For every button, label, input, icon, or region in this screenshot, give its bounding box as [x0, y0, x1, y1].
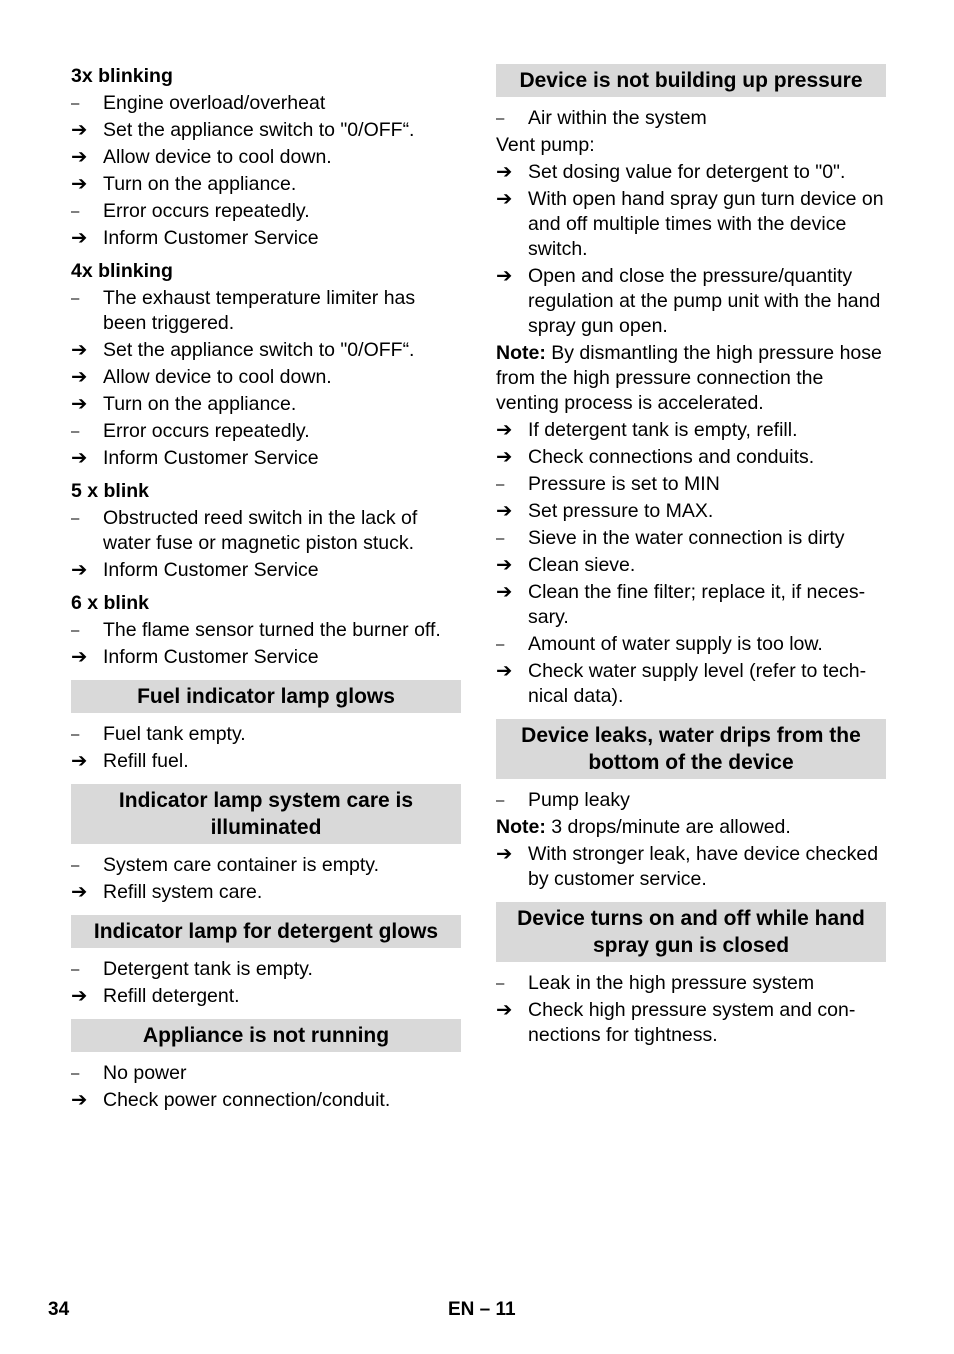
section-heading-indicator-lamp-system-care-is-illuminate: Indicator lamp system care is illuminated [71, 784, 461, 844]
dash-icon: – [71, 1065, 80, 1082]
cause-item [71, 419, 461, 444]
cause-item [71, 1061, 461, 1086]
cause-item [71, 286, 461, 336]
item-text: No power [103, 1062, 187, 1084]
cause-item [496, 526, 886, 551]
arrow-icon: ➔ [496, 554, 513, 576]
cause-item [496, 971, 886, 996]
arrow-icon: ➔ [71, 1089, 88, 1111]
cause-item [71, 199, 461, 224]
dash-icon: – [71, 203, 80, 220]
arrow-icon: ➔ [71, 146, 88, 168]
section-heading-device-turns-on-and-off-while-hand-spray: Device turns on and off while hand spray gun is closed [496, 902, 886, 962]
dash-icon: – [71, 857, 80, 874]
item-text: Error occurs repeatedly. [103, 420, 310, 442]
note-paragraph [496, 341, 886, 416]
item-text: Inform Customer Service [103, 559, 319, 581]
action-item [496, 418, 886, 443]
section-heading-device-leaks-water-drips-from-the-bottom: Device leaks, water drips from the bottom of the device [496, 719, 886, 779]
dash-icon: – [496, 476, 505, 493]
cause-item [496, 632, 886, 657]
action-item [71, 338, 461, 363]
dash-icon: – [71, 95, 80, 112]
cause-item [71, 722, 461, 747]
action-item [71, 558, 461, 583]
action-item [496, 580, 886, 630]
arrow-icon: ➔ [71, 227, 88, 249]
item-text: Air within the system [528, 107, 707, 129]
item-text: Allow device to cool down. [103, 366, 332, 388]
action-item [71, 749, 461, 774]
dash-icon: – [496, 110, 505, 127]
subheading-6-x-blink: 6 x blink [71, 592, 150, 614]
item-text: Pressure is set to MIN [528, 473, 720, 495]
arrow-icon: ➔ [496, 843, 513, 865]
arrow-icon: ➔ [71, 559, 88, 581]
cause-item [71, 853, 461, 878]
action-item [496, 659, 886, 709]
item-text: Check power connection/conduit. [103, 1089, 391, 1111]
item-text: The exhaust temperature limiter has been triggered. [103, 287, 416, 334]
subheading-5-x-blink: 5 x blink [71, 480, 150, 502]
item-text: Set dosing value for detergent to "0". [528, 161, 846, 183]
item-text: With open hand spray gun turn device on and off multiple times with the device switch. [528, 188, 884, 260]
arrow-icon: ➔ [496, 500, 513, 522]
action-item [496, 499, 886, 524]
arrow-icon: ➔ [71, 393, 88, 415]
section-heading-fuel-indicator-lamp-glows: Fuel indicator lamp glows [71, 680, 461, 713]
arrow-icon: ➔ [71, 646, 88, 668]
note-label: Note: [496, 342, 546, 364]
dash-icon: – [71, 423, 80, 440]
section-heading-device-is-not-building-up-pressure: Device is not building up pressure [496, 64, 886, 97]
cause-item [496, 106, 886, 131]
action-item [496, 264, 886, 339]
item-text: Set the appliance switch to "0/OFF“. [103, 119, 415, 141]
action-item [71, 880, 461, 905]
action-item [496, 553, 886, 578]
subheading-4x-blinking: 4x blinking [71, 260, 173, 282]
item-text: Inform Customer Service [103, 447, 319, 469]
arrow-icon: ➔ [71, 985, 88, 1007]
action-item [496, 187, 886, 262]
arrow-icon: ➔ [71, 339, 88, 361]
cause-item [496, 788, 886, 813]
item-text: System care container is empty. [103, 854, 379, 876]
item-text: Check connections and conduits. [528, 446, 815, 468]
item-text: Open and close the pressure/quantity regulation at the pump unit with the hand spray gun open. [528, 265, 881, 337]
cause-item [71, 618, 461, 643]
item-text: Turn on the appliance. [103, 173, 297, 195]
item-text: Turn on the appliance. [103, 393, 297, 415]
dash-icon: – [71, 961, 80, 978]
action-item [71, 145, 461, 170]
dash-icon: – [496, 792, 505, 809]
action-item [71, 118, 461, 143]
arrow-icon: ➔ [496, 999, 513, 1021]
arrow-icon: ➔ [71, 119, 88, 141]
dash-icon: – [71, 622, 80, 639]
dash-icon: – [71, 290, 80, 307]
arrow-icon: ➔ [496, 188, 513, 210]
item-text: Inform Customer Service [103, 646, 319, 668]
arrow-icon: ➔ [71, 366, 88, 388]
arrow-icon: ➔ [71, 173, 88, 195]
item-text: Refill system care. [103, 881, 263, 903]
item-text: Detergent tank is empty. [103, 958, 313, 980]
arrow-icon: ➔ [71, 881, 88, 903]
action-item [71, 365, 461, 390]
action-item [71, 172, 461, 197]
section-heading-indicator-lamp-for-detergent-glows: Indicator lamp for detergent glows [71, 915, 461, 948]
language-page-label: EN – 11 [448, 1299, 516, 1320]
item-text: Check high pressure system and con-nections for tightness. [528, 999, 856, 1046]
dash-icon: – [71, 726, 80, 743]
item-text: Sieve in the water connection is dirty [528, 527, 845, 549]
action-item [71, 226, 461, 251]
dash-icon: – [496, 636, 505, 653]
subheading-3x-blinking: 3x blinking [71, 65, 173, 87]
item-text: Clean sieve. [528, 554, 636, 576]
page-number: 34 [48, 1299, 70, 1320]
item-text: Set pressure to MAX. [528, 500, 714, 522]
item-text: Leak in the high pressure system [528, 972, 815, 994]
action-item [71, 984, 461, 1009]
item-text: Allow device to cool down. [103, 146, 332, 168]
arrow-icon: ➔ [496, 581, 513, 603]
action-item [71, 645, 461, 670]
cause-item [71, 91, 461, 116]
action-item [71, 392, 461, 417]
arrow-icon: ➔ [496, 660, 513, 682]
item-text: Check water supply level (refer to tech-nical data). [528, 660, 867, 707]
arrow-icon: ➔ [496, 446, 513, 468]
arrow-icon: ➔ [71, 447, 88, 469]
dash-icon: – [496, 975, 505, 992]
note-paragraph [496, 815, 886, 840]
arrow-icon: ➔ [496, 161, 513, 183]
paragraph: Vent pump: [496, 134, 595, 156]
left-column [71, 64, 461, 1113]
dash-icon: – [496, 530, 505, 547]
item-text: With stronger leak, have device checked by customer service. [528, 843, 879, 890]
item-text: Engine overload/overheat [103, 92, 326, 114]
action-item [496, 160, 886, 185]
item-text: If detergent tank is empty, refill. [528, 419, 798, 441]
action-item [496, 842, 886, 892]
item-text: Pump leaky [528, 789, 630, 811]
item-text: The flame sensor turned the burner off. [103, 619, 441, 641]
cause-item [496, 472, 886, 497]
item-text: Set the appliance switch to "0/OFF“. [103, 339, 415, 361]
action-item [496, 445, 886, 470]
item-text: Error occurs repeatedly. [103, 200, 310, 222]
item-text: Refill detergent. [103, 985, 240, 1007]
item-text: Inform Customer Service [103, 227, 319, 249]
arrow-icon: ➔ [71, 750, 88, 772]
item-text: Amount of water supply is too low. [528, 633, 823, 655]
action-item [496, 998, 886, 1048]
arrow-icon: ➔ [496, 419, 513, 441]
item-text: Clean the fine filter; replace it, if neces-sary. [528, 581, 866, 628]
section-heading-appliance-is-not-running: Appliance is not running [71, 1019, 461, 1052]
arrow-icon: ➔ [496, 265, 513, 287]
note-label: Note: [496, 816, 546, 838]
dash-icon: – [71, 510, 80, 527]
note-text: 3 drops/minute are allowed. [545, 816, 791, 838]
cause-item [71, 957, 461, 982]
cause-item [71, 506, 461, 556]
note-text: By dismantling the high pressure hose from the high pressure connection the venting process is accelerated. [496, 342, 882, 414]
action-item [71, 446, 461, 471]
right-column [496, 64, 886, 1048]
item-text: Refill fuel. [103, 750, 189, 772]
item-text: Obstructed reed switch in the lack of water fuse or magnetic piston stuck. [103, 507, 418, 554]
item-text: Fuel tank empty. [103, 723, 246, 745]
action-item [71, 1088, 461, 1113]
